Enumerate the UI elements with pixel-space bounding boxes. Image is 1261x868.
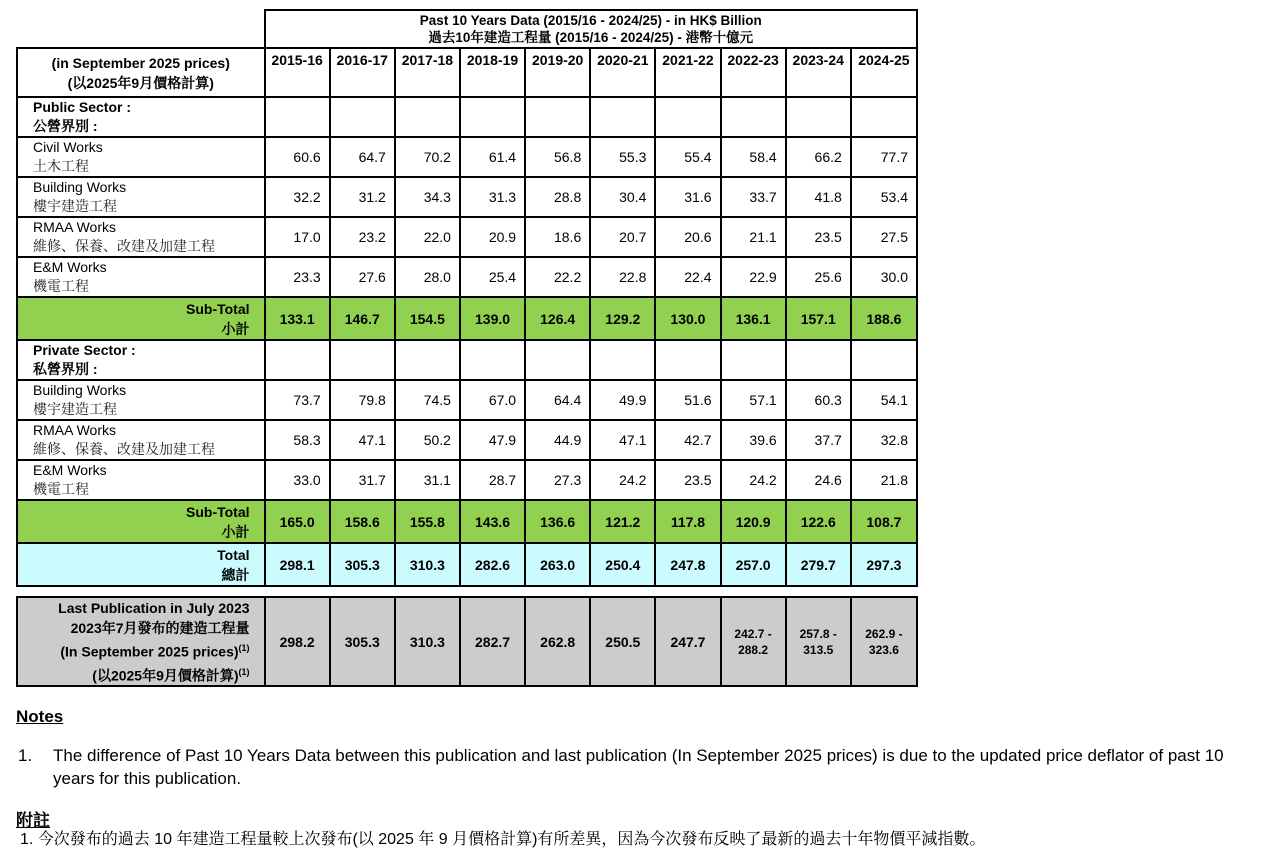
- subtotal-row-value: 139.0: [460, 297, 525, 340]
- value-cell: 22.4: [655, 257, 720, 297]
- table-title-zh: 過去10年建造工程量 (2015/16 - 2024/25) - 港幣十億元: [428, 30, 754, 45]
- empty-cell: [460, 97, 525, 137]
- row-label: [17, 177, 265, 217]
- note-index: 1.: [18, 746, 33, 765]
- value-cell: 31.6: [655, 177, 720, 217]
- value-cell: 24.6: [786, 460, 851, 500]
- price-basis-header: [17, 48, 265, 97]
- row-label-zh: 維修、保養、改建及加建工程: [33, 441, 215, 457]
- section-row: [17, 97, 917, 137]
- row-label-en: E&M Works: [33, 462, 107, 478]
- value-cell: 24.2: [721, 460, 786, 500]
- last-pub-line3: (In September 2025 prices)$^{(1)}$: [60, 643, 250, 660]
- table-row: [17, 137, 917, 177]
- range-bottom: 288.2: [738, 642, 769, 657]
- value-cell: 47.9: [460, 420, 525, 460]
- last-pub-value: 298.2: [265, 597, 330, 686]
- table-row: [17, 177, 917, 217]
- price-basis-zh: (以2025年9月價格計算): [67, 74, 214, 91]
- total-row-value: 257.0: [721, 543, 786, 586]
- value-cell: 34.3: [395, 177, 460, 217]
- section-label-zh: 公營界別 :: [33, 118, 98, 134]
- last-pub-value: 262.8: [525, 597, 590, 686]
- value-cell: 58.4: [721, 137, 786, 177]
- value-cell: 22.8: [590, 257, 655, 297]
- value-cell: 77.7: [851, 137, 917, 177]
- row-label-zh: 樓宇建造工程: [33, 401, 117, 417]
- subtotal-row-value: 120.9: [721, 500, 786, 543]
- year-header: 2019-20: [525, 48, 590, 97]
- value-cell: 60.6: [265, 137, 330, 177]
- value-cell: 47.1: [330, 420, 395, 460]
- subtotal-row-value: 146.7: [330, 297, 395, 340]
- table-title: [265, 10, 917, 48]
- section-label-en: Private Sector :: [33, 342, 136, 358]
- value-cell: 23.2: [330, 217, 395, 257]
- subtotal-row-value: 129.2: [590, 297, 655, 340]
- value-cell: 73.7: [265, 380, 330, 420]
- value-cell: 31.7: [330, 460, 395, 500]
- year-header: 2018-19: [460, 48, 525, 97]
- row-label-zh: 機電工程: [33, 278, 89, 294]
- subtotal-row-value: 121.2: [590, 500, 655, 543]
- value-cell: 30.4: [590, 177, 655, 217]
- note-text-zh: 1. 今次發布的過去 10 年建造工程量較上次發布(以 2025 年 9 月價格計算)有所差異，因為今次發布反映了最新的過去十年物價平減指數。: [20, 831, 986, 848]
- value-cell: 41.8: [786, 177, 851, 217]
- section-row: [17, 340, 917, 380]
- subtotal-row-value: 122.6: [786, 500, 851, 543]
- subtotal-row-value: 117.8: [655, 500, 720, 543]
- value-cell: 64.4: [525, 380, 590, 420]
- subtotal-row-label-en: Sub-Total: [186, 300, 250, 317]
- last-pub-range: [721, 597, 786, 686]
- total-row: [17, 543, 917, 586]
- subtotal-row: [17, 297, 917, 340]
- table-row: [17, 460, 917, 500]
- row-label-en: RMAA Works: [33, 219, 116, 235]
- value-cell: 33.0: [265, 460, 330, 500]
- value-cell: 28.0: [395, 257, 460, 297]
- total-row-value: 305.3: [330, 543, 395, 586]
- value-cell: 42.7: [655, 420, 720, 460]
- value-cell: 21.8: [851, 460, 917, 500]
- note-text: The difference of Past 10 Years Data between this publication and last publication (In September 2025 prices) is due to the updated price deflator of past 10 years for this publication.: [53, 746, 1224, 788]
- notes-title: Notes: [16, 707, 64, 726]
- empty-cell: [721, 340, 786, 380]
- value-cell: 50.2: [395, 420, 460, 460]
- empty-cell: [330, 340, 395, 380]
- subtotal-row-value: 154.5: [395, 297, 460, 340]
- value-cell: 28.8: [525, 177, 590, 217]
- table-title-en: Past 10 Years Data (2015/16 - 2024/25) - in HK$ Billion: [419, 13, 762, 28]
- empty-cell: [851, 340, 917, 380]
- blank-corner: [17, 10, 265, 48]
- subtotal-row-value: 108.7: [851, 500, 917, 543]
- section-label-zh: 私營界別 :: [33, 361, 98, 377]
- total-row-value: 263.0: [525, 543, 590, 586]
- value-cell: 21.1: [721, 217, 786, 257]
- value-cell: 55.3: [590, 137, 655, 177]
- value-cell: 49.9: [590, 380, 655, 420]
- empty-cell: [786, 340, 851, 380]
- last-pub-line2: 2023年7月發布的建造工程量: [70, 620, 250, 636]
- range-bottom: 323.6: [868, 642, 899, 657]
- value-cell: 70.2: [395, 137, 460, 177]
- value-cell: 56.8: [525, 137, 590, 177]
- subtotal-row-label-zh: 小計: [221, 320, 250, 337]
- table-row: [17, 380, 917, 420]
- total-row-value: 310.3: [395, 543, 460, 586]
- value-cell: 37.7: [786, 420, 851, 460]
- value-cell: 61.4: [460, 137, 525, 177]
- year-header: 2021-22: [655, 48, 720, 97]
- total-row-value: 279.7: [786, 543, 851, 586]
- subtotal-row-value: 130.0: [655, 297, 720, 340]
- empty-cell: [460, 340, 525, 380]
- last-pub-value: 305.3: [330, 597, 395, 686]
- empty-cell: [655, 340, 720, 380]
- range-top: 262.9 -: [865, 626, 903, 641]
- value-cell: 20.6: [655, 217, 720, 257]
- year-header: 2024-25: [851, 48, 917, 97]
- value-cell: 18.6: [525, 217, 590, 257]
- table-row: [17, 420, 917, 460]
- row-label-zh: 樓宇建造工程: [33, 198, 117, 214]
- total-row-label-zh: 總計: [221, 566, 250, 583]
- total-row-value: 247.8: [655, 543, 720, 586]
- subtotal-row-value: 133.1: [265, 297, 330, 340]
- row-label-en: Building Works: [33, 179, 127, 195]
- last-publication-label: [17, 597, 265, 686]
- empty-cell: [851, 97, 917, 137]
- subtotal-row-label: [17, 500, 265, 543]
- empty-cell: [655, 97, 720, 137]
- value-cell: 67.0: [460, 380, 525, 420]
- value-cell: 32.2: [265, 177, 330, 217]
- value-cell: 58.3: [265, 420, 330, 460]
- last-pub-range: [786, 597, 851, 686]
- year-header: 2022-23: [721, 48, 786, 97]
- value-cell: 20.9: [460, 217, 525, 257]
- value-cell: 66.2: [786, 137, 851, 177]
- empty-cell: [525, 97, 590, 137]
- table-row: [17, 217, 917, 257]
- year-header: 2020-21: [590, 48, 655, 97]
- value-cell: 60.3: [786, 380, 851, 420]
- row-label-en: Civil Works: [33, 139, 103, 155]
- value-cell: 54.1: [851, 380, 917, 420]
- year-header: 2017-18: [395, 48, 460, 97]
- empty-cell: [721, 97, 786, 137]
- subtotal-row-value: 188.6: [851, 297, 917, 340]
- value-cell: 22.2: [525, 257, 590, 297]
- empty-cell: [395, 340, 460, 380]
- total-row-value: 298.1: [265, 543, 330, 586]
- total-row-value: 250.4: [590, 543, 655, 586]
- last-pub-value: 247.7: [655, 597, 720, 686]
- empty-cell: [525, 340, 590, 380]
- notes-title-zh: 附註: [16, 811, 50, 830]
- last-pub-value: 250.5: [590, 597, 655, 686]
- value-cell: 22.0: [395, 217, 460, 257]
- empty-cell: [786, 97, 851, 137]
- value-cell: 44.9: [525, 420, 590, 460]
- value-cell: 28.7: [460, 460, 525, 500]
- row-label: [17, 420, 265, 460]
- row-label: [17, 460, 265, 500]
- subtotal-row-value: 158.6: [330, 500, 395, 543]
- value-cell: 30.0: [851, 257, 917, 297]
- value-cell: 33.7: [721, 177, 786, 217]
- value-cell: 53.4: [851, 177, 917, 217]
- value-cell: 27.6: [330, 257, 395, 297]
- empty-cell: [265, 97, 330, 137]
- row-label-zh: 維修、保養、改建及加建工程: [33, 238, 215, 254]
- value-cell: 22.9: [721, 257, 786, 297]
- subtotal-row-value: 136.6: [525, 500, 590, 543]
- year-header: 2023-24: [786, 48, 851, 97]
- value-cell: 23.5: [655, 460, 720, 500]
- last-pub-range: [851, 597, 917, 686]
- value-cell: 79.8: [330, 380, 395, 420]
- subtotal-row-value: 126.4: [525, 297, 590, 340]
- subtotal-row-value: 157.1: [786, 297, 851, 340]
- value-cell: 31.2: [330, 177, 395, 217]
- value-cell: 27.5: [851, 217, 917, 257]
- subtotal-row-value: 143.6: [460, 500, 525, 543]
- value-cell: 23.3: [265, 257, 330, 297]
- table-row: [17, 257, 917, 297]
- row-label-en: E&M Works: [33, 259, 107, 275]
- value-cell: 47.1: [590, 420, 655, 460]
- value-cell: 64.7: [330, 137, 395, 177]
- last-pub-value: 282.7: [460, 597, 525, 686]
- row-label-zh: 土木工程: [33, 158, 89, 174]
- last-pub-line4: (以2025年9月價格計算)$^{(1)}$: [92, 666, 250, 684]
- range-top: 257.8 -: [799, 626, 837, 641]
- value-cell: 57.1: [721, 380, 786, 420]
- row-label-en: RMAA Works: [33, 422, 116, 438]
- value-cell: 39.6: [721, 420, 786, 460]
- empty-cell: [590, 97, 655, 137]
- row-label: [17, 137, 265, 177]
- empty-cell: [395, 97, 460, 137]
- subtotal-row-label-zh: 小計: [221, 523, 250, 540]
- value-cell: 23.5: [786, 217, 851, 257]
- price-basis-en: (in September 2025 prices): [51, 54, 230, 71]
- row-label: [17, 217, 265, 257]
- value-cell: 51.6: [655, 380, 720, 420]
- last-pub-line1: Last Publication in July 2023: [58, 600, 250, 616]
- subtotal-row: [17, 500, 917, 543]
- subtotal-row-value: 155.8: [395, 500, 460, 543]
- value-cell: 24.2: [590, 460, 655, 500]
- section-label: [17, 97, 265, 137]
- year-header: 2016-17: [330, 48, 395, 97]
- section-label-en: Public Sector :: [33, 99, 132, 115]
- empty-cell: [265, 340, 330, 380]
- empty-cell: [590, 340, 655, 380]
- range-bottom: 313.5: [803, 642, 834, 657]
- year-header: 2015-16: [265, 48, 330, 97]
- subtotal-row-value: 136.1: [721, 297, 786, 340]
- value-cell: 25.6: [786, 257, 851, 297]
- total-row-value: 297.3: [851, 543, 917, 586]
- total-row-label: [17, 543, 265, 586]
- value-cell: 20.7: [590, 217, 655, 257]
- subtotal-row-label-en: Sub-Total: [186, 503, 250, 520]
- value-cell: 32.8: [851, 420, 917, 460]
- value-cell: 25.4: [460, 257, 525, 297]
- section-label: [17, 340, 265, 380]
- value-cell: 55.4: [655, 137, 720, 177]
- total-row-value: 282.6: [460, 543, 525, 586]
- row-label: [17, 380, 265, 420]
- row-label-zh: 機電工程: [33, 481, 89, 497]
- subtotal-row-label: [17, 297, 265, 340]
- row-label: [17, 257, 265, 297]
- value-cell: 17.0: [265, 217, 330, 257]
- value-cell: 31.3: [460, 177, 525, 217]
- value-cell: 27.3: [525, 460, 590, 500]
- last-publication-table: [16, 596, 918, 687]
- empty-cell: [330, 97, 395, 137]
- value-cell: 31.1: [395, 460, 460, 500]
- construction-data-table: [16, 9, 918, 587]
- subtotal-row-value: 165.0: [265, 500, 330, 543]
- total-row-label-en: Total: [217, 546, 250, 563]
- range-top: 242.7 -: [734, 626, 772, 641]
- row-label-en: Building Works: [33, 382, 127, 398]
- value-cell: 74.5: [395, 380, 460, 420]
- last-pub-value: 310.3: [395, 597, 460, 686]
